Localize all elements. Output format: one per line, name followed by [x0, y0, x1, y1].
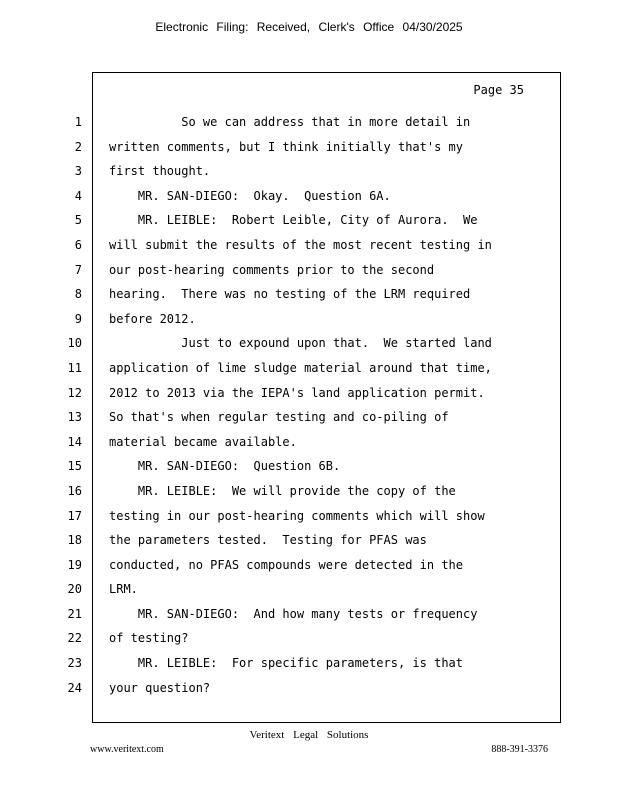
- line-number: 2: [74, 139, 82, 154]
- transcript-line: So we can address that in more detail in: [109, 115, 471, 129]
- line-number: 17: [67, 508, 82, 523]
- line-number: 6: [74, 237, 82, 252]
- transcript-line: hearing. There was no testing of the LRM required: [109, 287, 471, 302]
- transcript-line: written comments, but I think initially that's my: [109, 139, 464, 154]
- filing-stamp: Electronic Filing: Received, Clerk's Office 04/30/2025: [155, 20, 463, 34]
- transcript-line: MR. SAN-DIEGO: Okay. Question 6A.: [109, 188, 391, 203]
- line-number: 7: [74, 262, 82, 277]
- transcript-line: Just to expound upon that. We started land: [109, 336, 492, 351]
- transcript-line: will submit the results of the most recent testing in: [109, 237, 492, 252]
- transcript-line: So that's when regular testing and co-piling of: [109, 410, 449, 425]
- page-number: Page 35: [473, 83, 524, 97]
- transcript-line: of testing?: [109, 631, 189, 646]
- transcript-line: MR. LEIBLE: For specific parameters, is that: [109, 656, 464, 671]
- transcript-line: MR. LEIBLE: We will provide the copy of the: [109, 483, 456, 498]
- transcript-line: 2012 to 2013 via the IEPA's land application permit.: [109, 385, 485, 400]
- transcript-line: MR. SAN-DIEGO: And how many tests or frequency: [109, 606, 478, 621]
- transcript-line: before 2012.: [109, 311, 196, 326]
- transcript-line: MR. LEIBLE: Robert Leible, City of Aurora. We: [109, 213, 478, 228]
- line-number: 1: [74, 115, 82, 129]
- line-number: 13: [67, 410, 82, 425]
- transcript-line: our post-hearing comments prior to the second: [109, 262, 435, 277]
- footer-phone: 888-391-3376: [491, 744, 548, 755]
- transcript-line: first thought.: [109, 164, 211, 179]
- transcript-line: your question?: [109, 680, 211, 695]
- transcript-line: material became available.: [109, 434, 297, 449]
- transcript-text: [109, 110, 549, 700]
- transcript-line: conducted, no PFAS compounds were detected in the: [109, 557, 464, 572]
- line-number: 16: [67, 483, 82, 498]
- line-number: 4: [74, 188, 82, 203]
- footer-website: www.veritext.com: [90, 744, 164, 755]
- line-number: 14: [67, 434, 82, 449]
- line-number: 21: [67, 606, 82, 621]
- line-number: 5: [74, 213, 82, 228]
- line-number: 19: [67, 557, 82, 572]
- line-number: 24: [67, 680, 82, 695]
- footer-company: Veritext Legal Solutions: [249, 729, 369, 741]
- transcript-line: MR. SAN-DIEGO: Question 6B.: [109, 459, 341, 474]
- line-number: 18: [67, 533, 82, 548]
- line-number-column: [0, 110, 82, 700]
- line-number: 15: [67, 459, 82, 474]
- line-number: 22: [67, 631, 82, 646]
- line-number: 9: [74, 311, 82, 326]
- transcript-line: testing in our post-hearing comments which will show: [109, 508, 485, 523]
- transcript-line: the parameters tested. Testing for PFAS was: [109, 533, 427, 548]
- line-number: 11: [67, 360, 82, 375]
- transcript-line: LRM.: [109, 582, 138, 597]
- line-number: 20: [67, 582, 82, 597]
- line-number: 23: [67, 656, 82, 671]
- line-number: 8: [74, 287, 82, 302]
- line-number: 10: [67, 336, 82, 351]
- transcript-line: application of lime sludge material around that time,: [109, 360, 492, 375]
- line-number: 12: [67, 385, 82, 400]
- line-number: 3: [74, 164, 82, 179]
